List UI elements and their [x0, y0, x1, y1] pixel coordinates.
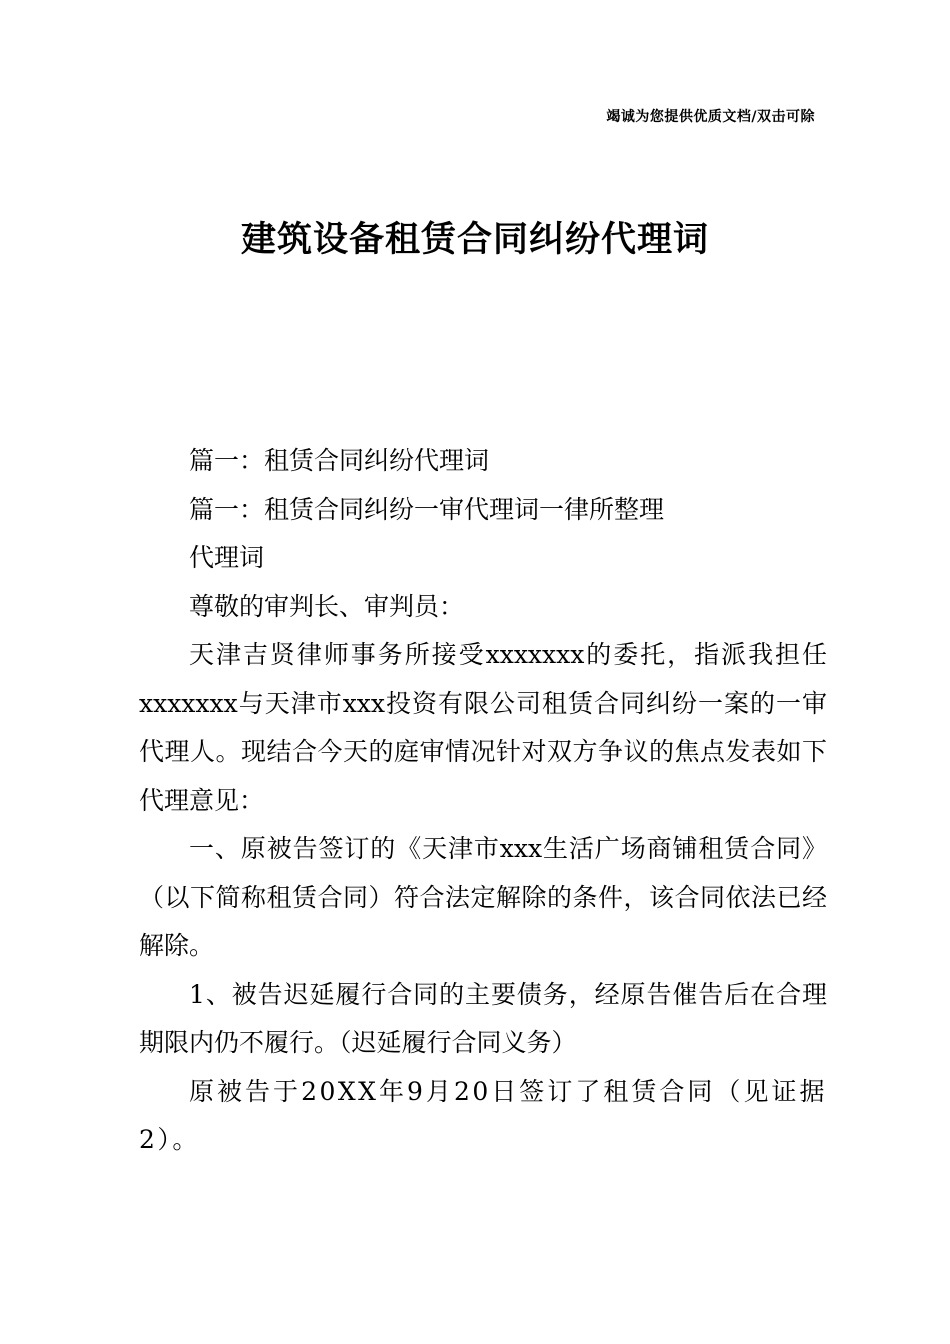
document-title: 建筑设备租赁合同纠纷代理词	[240, 220, 709, 260]
paragraph-point-one: 一、原被告签订的《天津市xxx生活广场商铺租赁合同》（以下简称租赁合同）符合法定解除的条件，该合同依法已经解除。	[139, 834, 827, 960]
document-body	[139, 437, 827, 1165]
paragraph-subheading: 篇一：租赁合同纠纷一审代理词一律所整理	[189, 494, 665, 524]
paragraph-label: 代理词	[189, 543, 265, 572]
paragraph-intro: 天津吉贤律师事务所接受xxxxxxx的委托，指派我担任xxxxxxx与天津市xxx投资有限公司租赁合同纠纷一案的一审代理人。现结合今天的庭审情况针对双方争议的焦点发表如下代理意见：	[139, 640, 827, 815]
paragraph-point-one-sub: 1、被告迟延履行合同的主要债务，经原告催告后在合理期限内仍不履行。（迟延履行合同义务）	[139, 979, 827, 1057]
header-note: 竭诚为您提供优质文档/双击可除	[606, 109, 815, 125]
paragraph-section-heading: 篇一：租赁合同纠纷代理词	[189, 446, 490, 475]
paragraph-salutation: 尊敬的审判长、审判员：	[189, 591, 465, 621]
paragraph-contract-date: 原被告于20XX年9月20日签订了租赁合同（见证据2）。	[139, 1076, 827, 1154]
